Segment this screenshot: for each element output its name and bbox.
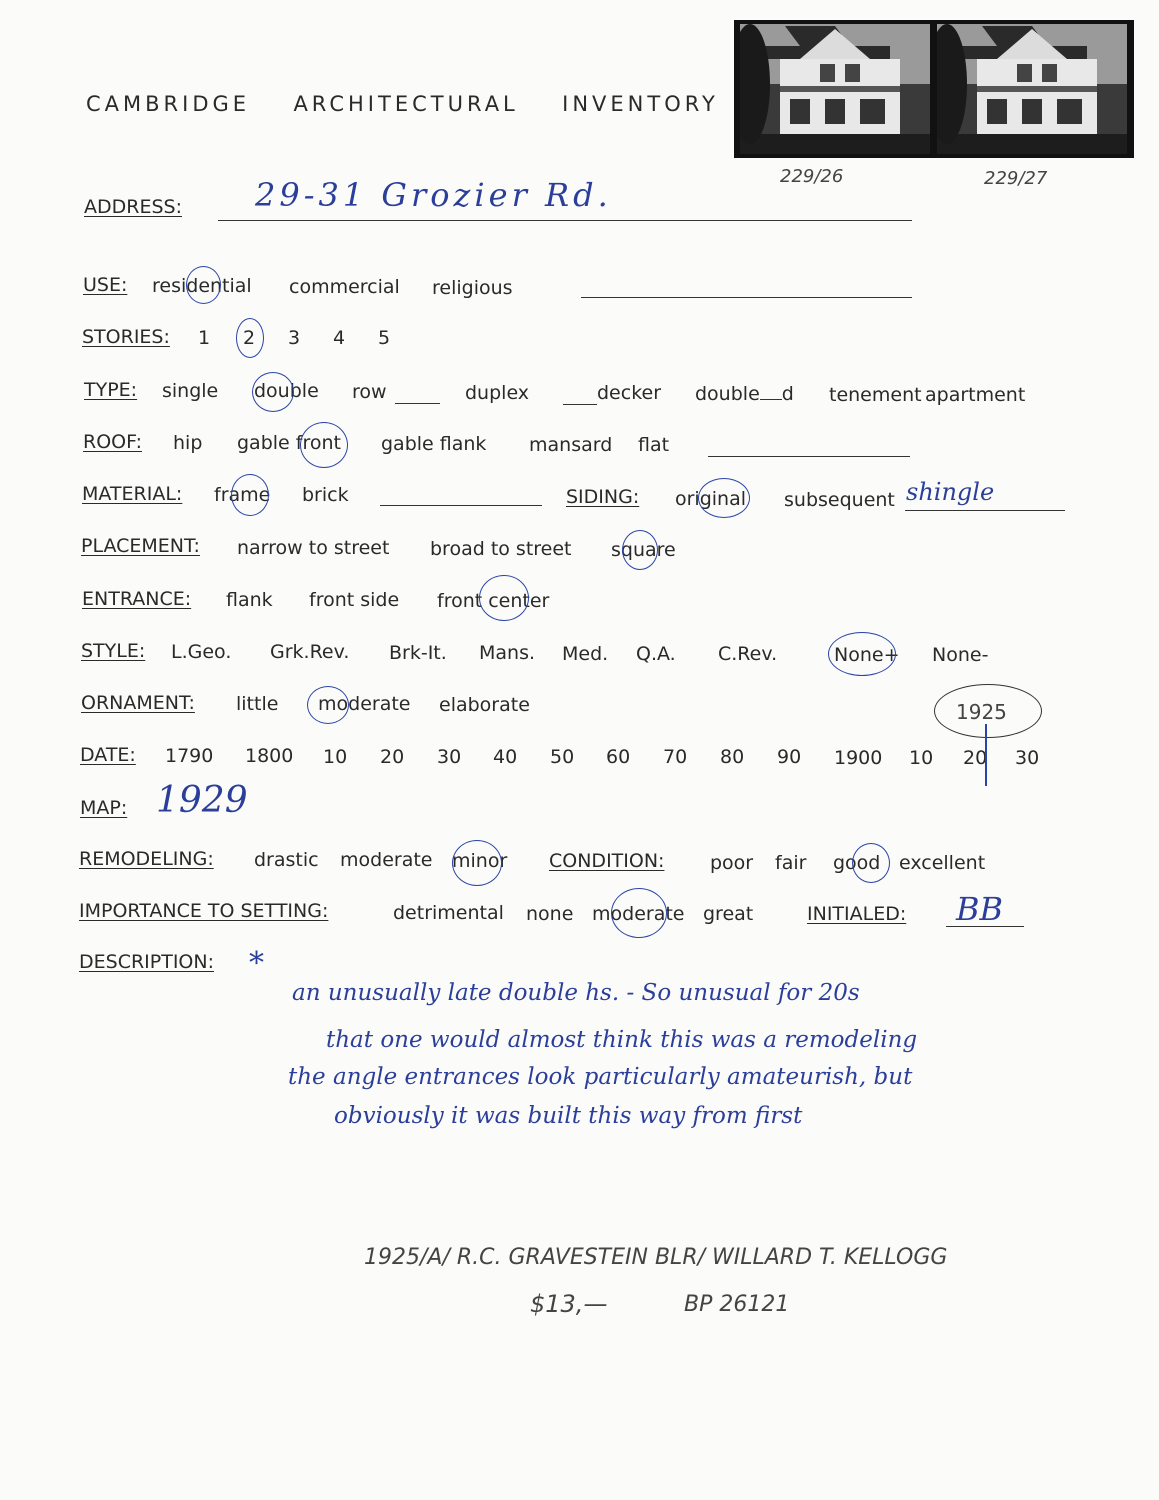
condition-label: CONDITION: [549,850,665,872]
style-option-lgeo: L.Geo. [171,641,232,663]
siding-selection-circle [698,478,750,518]
date-option-1900: 1900 [834,747,883,769]
remodeling-option-drastic: drastic [254,849,319,871]
remodeling-label: REMODELING: [79,848,214,870]
style-option-brkit: Brk-It. [389,642,447,664]
style-option-grkrev: Grk.Rev. [270,641,350,663]
style-selection-circle [828,632,896,676]
house-image-left [740,24,930,154]
style-option-qa: Q.A. [636,643,676,665]
map-label: MAP: [80,797,128,819]
style-option-med: Med. [562,643,609,665]
photo-frame-left [740,24,930,154]
address-line [218,220,912,221]
siding-option-original: original [675,488,747,510]
remodeling-option-minor: minor [452,850,508,872]
importance-option-great: great [703,903,754,925]
type-option-single: single [162,380,219,402]
type-selection-circle [252,372,294,412]
material-label: MATERIAL: [82,483,183,505]
use-selection-circle [186,266,221,304]
style-label: STYLE: [81,640,146,662]
title-word-architectural: ARCHITECTURAL [293,92,519,116]
placement-option-square: square [611,539,676,561]
entrance-option-flank: flank [226,589,273,611]
date-option-30: 30 [437,746,462,768]
ornament-option-little: little [236,693,279,715]
condition-option-poor: poor [710,852,754,874]
remodeling-option-moderate: moderate [340,849,433,871]
form-title [86,92,719,116]
condition-option-good: good [833,852,881,874]
siding-label: SIDING: [566,486,640,508]
placement-option-broad: broad to street [430,538,572,560]
description-line-3: the angle entrances look particularly amateurish, but [288,1064,913,1090]
entrance-option-front-side: front side [309,589,400,611]
permit-fee: $13,— [530,1290,608,1318]
style-option-mans: Mans. [479,642,536,664]
house-photo [734,20,1134,158]
importance-selection-circle [611,888,667,938]
roof-option-mansard: mansard [529,434,613,456]
photo-caption-right: 229/27 [984,168,1048,189]
material-other-line [380,505,542,506]
type-label: TYPE: [84,379,138,401]
date-option-40: 40 [493,746,518,768]
use-option-residential: residential [152,275,252,297]
title-word-inventory: INVENTORY [562,92,719,116]
date-note: 1925 [956,700,1007,724]
date-option-50: 50 [550,746,575,768]
type-double-d-letter: d [781,383,794,405]
date-note-oval [934,684,1042,738]
stories-option-5: 5 [378,327,391,349]
roof-selection-circle [300,422,348,468]
use-label: USE: [83,274,128,296]
roof-label: ROOF: [83,431,142,453]
date-option-60: 60 [606,746,631,768]
importance-option-moderate: moderate [592,903,685,925]
entrance-label: ENTRANCE: [82,588,192,610]
entrance-option-front-center: front center [437,590,550,612]
stories-option-1: 1 [198,327,211,349]
roof-option-gable-front: gable front [237,432,341,454]
roof-option-hip: hip [173,432,203,454]
type-option-tenement: tenement [829,384,922,406]
importance-label: IMPORTANCE TO SETTING: [79,900,329,922]
title-word-cambridge: CAMBRIDGE [86,92,251,116]
stories-option-3: 3 [288,327,301,349]
description-line-1: an unusually late double hs. - So unusual for 20s [292,980,860,1006]
siding-other-line [905,510,1065,511]
importance-option-none: none [526,903,574,925]
date-option-1800: 1800 [245,745,294,767]
date-label: DATE: [80,744,136,766]
style-option-crev: C.Rev. [718,643,778,665]
ornament-option-elaborate: elaborate [439,694,530,716]
date-option-10b: 10 [909,747,934,769]
use-other-line [581,297,912,298]
material-option-frame: frame [214,484,271,506]
style-option-none-minus: None- [932,644,989,666]
condition-option-excellent: excellent [899,852,986,874]
condition-selection-circle [852,843,890,883]
stories-option-2: 2 [243,327,256,349]
date-option-1790: 1790 [165,745,214,767]
ornament-selection-circle [307,686,349,724]
use-option-religious: religious [432,277,513,299]
use-option-commercial: commercial [289,276,400,298]
date-option-70: 70 [663,746,688,768]
permit-number: BP 26121 [684,1292,790,1317]
entrance-selection-circle [479,575,529,621]
placement-option-narrow: narrow to street [237,537,390,559]
description-line-4: obviously it was built this way from first [334,1103,803,1129]
description-line-2: that one would almost think this was a remodeling [326,1027,918,1053]
type-option-duplex: duplex [465,382,530,404]
date-tick-mark [985,724,987,786]
type-decker-blank [563,404,597,405]
importance-option-detrimental: detrimental [393,902,504,924]
remodeling-selection-circle [452,840,502,886]
condition-option-fair: fair [775,852,807,874]
date-option-80: 80 [720,746,745,768]
type-option-double-d [695,383,794,405]
type-option-apartment: apartment [925,384,1026,406]
stories-option-4: 4 [333,327,346,349]
type-option-row: row [352,381,387,403]
ornament-label: ORNAMENT: [81,692,195,714]
address-label: ADDRESS: [84,196,182,218]
roof-option-gable-flank: gable flank [381,433,487,455]
house-image-right [937,24,1127,154]
photo-caption-left: 229/26 [780,166,844,187]
placement-label: PLACEMENT: [81,535,200,557]
material-option-brick: brick [302,484,349,506]
type-double-word: double [695,383,760,405]
date-option-20: 20 [380,746,405,768]
material-selection-circle [231,474,269,516]
type-option-decker: decker [597,382,662,404]
style-option-none-plus: None+ [834,644,900,666]
date-option-20b: 20 [963,747,988,769]
address-value: 29-31 Grozier Rd. [255,176,612,214]
type-option-double: double [254,380,319,402]
permit-line-1: 1925/A/ R.C. GRAVESTEIN BLR/ WILLARD T. KELLOGG [364,1245,948,1270]
stories-label: STORIES: [82,326,170,348]
ornament-option-moderate: moderate [318,693,411,715]
initialed-value: BB [956,890,1004,928]
photo-frame-right [937,24,1127,154]
description-label: DESCRIPTION: [79,951,215,973]
date-option-30b: 30 [1015,747,1040,769]
date-option-90: 90 [777,746,802,768]
initialed-label: INITIALED: [807,903,907,925]
description-marker: * [249,946,264,981]
date-option-10: 10 [323,746,348,768]
stories-selection-circle [236,318,264,358]
placement-selection-circle [622,530,658,570]
roof-other-line [708,456,910,457]
type-row-blank [395,403,440,404]
type-double-d-blank [760,399,782,400]
siding-value: shingle [906,478,995,506]
roof-option-flat: flat [638,434,670,456]
map-value: 1929 [156,780,248,821]
siding-option-subsequent: subsequent [784,489,895,511]
